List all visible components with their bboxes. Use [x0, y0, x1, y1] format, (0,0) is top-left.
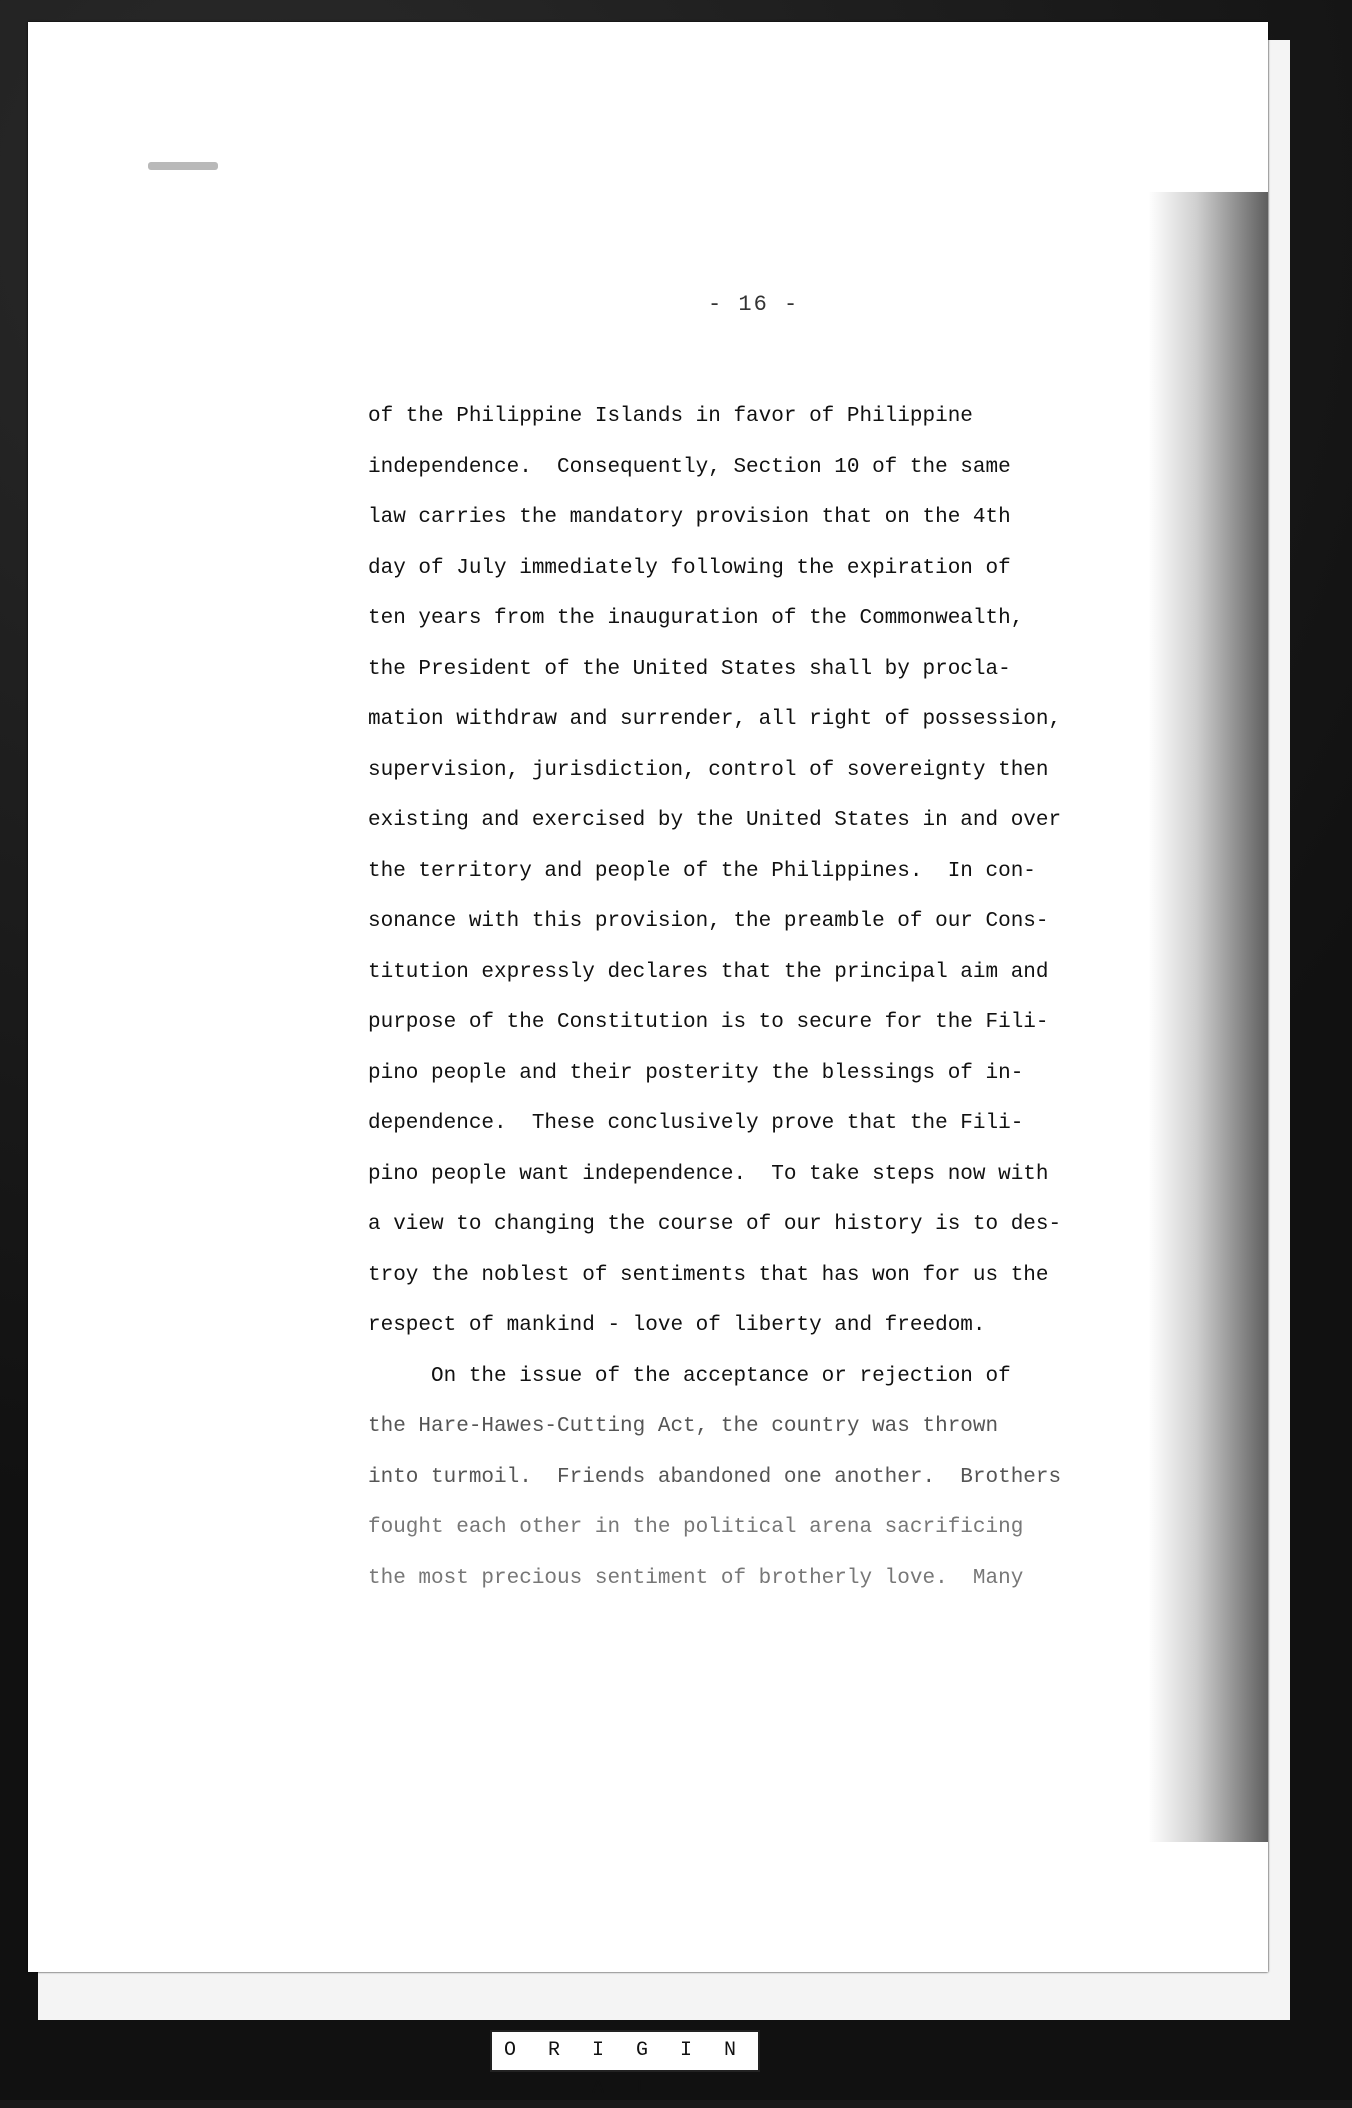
text-line: supervision, jurisdiction, control of sovereignty then [368, 758, 1049, 782]
page-edge-damage [1148, 192, 1268, 1842]
text-line: law carries the mandatory provision that on the 4th [368, 506, 1011, 529]
text-line: fought each other in the political arena sacrificing [368, 1516, 1024, 1539]
text-line: independence. Consequently, Section 10 of the same [368, 455, 1011, 479]
text-line: purpose of the Constitution is to secure for the Fili- [368, 1011, 1049, 1034]
original-stamp: O R I G I N A L [490, 2030, 760, 2072]
text-line: a view to changing the course of our history is to des- [368, 1213, 1062, 1236]
text-line: into turmoil. Friends abandoned one another. Brothers [368, 1465, 1062, 1489]
page-number: - 16 - [708, 292, 800, 317]
text-line: troy the noblest of sentiments that has won for us the [368, 1263, 1049, 1287]
text-line: pino people want independence. To take steps now with [368, 1162, 1049, 1186]
text-line: the Hare-Hawes-Cutting Act, the country was thrown [368, 1415, 999, 1438]
body-text [368, 392, 1088, 1604]
text-line: titution expressly declares that the principal aim and [368, 960, 1049, 984]
text-line: mation withdraw and surrender, all right of possession, [368, 708, 1062, 731]
text-line: the most precious sentiment of brotherly love. Many [368, 1566, 1024, 1590]
text-line: existing and exercised by the United States in and over [368, 809, 1062, 832]
text-line: of the Philippine Islands in favor of Philippine [368, 405, 973, 428]
document-page [28, 22, 1268, 1972]
ink-smudge [148, 162, 218, 170]
text-line: On the issue of the acceptance or rejection of [368, 1364, 1011, 1388]
text-line: the President of the United States shall by procla- [368, 657, 1011, 681]
text-line: pino people and their posterity the blessings of in- [368, 1061, 1024, 1085]
text-line: sonance with this provision, the preamble of our Cons- [368, 910, 1049, 933]
text-line: respect of mankind - love of liberty and freedom. [368, 1314, 986, 1337]
text-line: ten years from the inauguration of the Commonwealth, [368, 607, 1024, 630]
text-line: day of July immediately following the expiration of [368, 556, 1011, 580]
text-line: dependence. These conclusively prove that the Fili- [368, 1112, 1024, 1135]
text-line: the territory and people of the Philippines. In con- [368, 859, 1036, 883]
